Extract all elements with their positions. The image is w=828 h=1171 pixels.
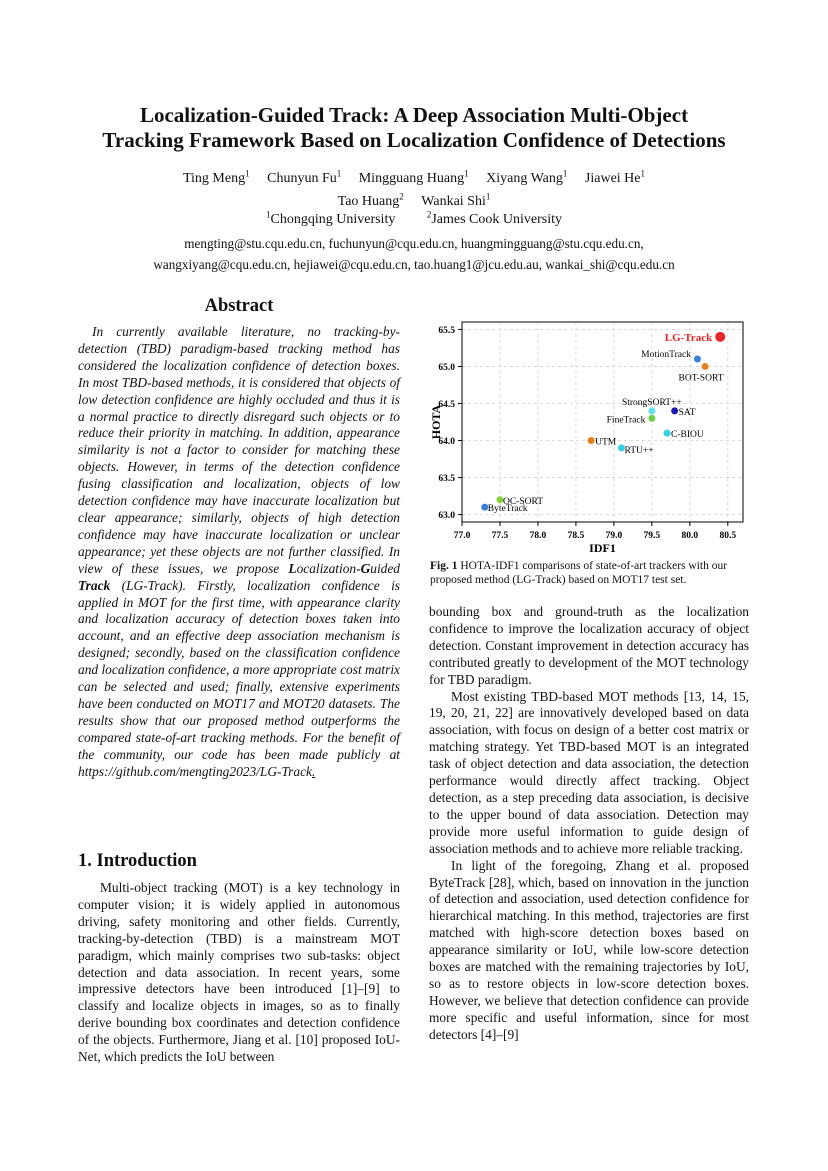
y-tick-label: 63.5 [438,474,455,485]
x-tick-label: 78.0 [529,531,547,541]
y-tick-label: 64.5 [438,399,455,410]
paragraph: Multi-object tracking (MOT) is a key technology in computer vision; it is widely applied in autonomous driving, safety monitoring and other fields. Currently, tracking-by-detection (TBD) is a mainstream MOT paradigm, which mainly comprises two sub-tasks: object detection and data association. In recent years, some impressive detectors have been introduced [1]–[9] to classify and localize objects in images, so as to finally derive bounding box coordinates and detection confidence of the objects. Furthermore, Jiang et al. [10] proposed IoU-Net, which predicts the IoU between [78,880,400,1065]
section-heading-introduction: 1. Introduction [78,851,197,871]
data-point [702,363,709,370]
data-point-label: BOT-SORT [678,373,724,384]
x-tick-label: 79.5 [643,531,661,541]
figure-caption: Fig. 1 HOTA-IDF1 comparisons of state-of-art trackers with our proposed method (LG-Track) based on MOT17 test set. [430,560,728,586]
paper-title [40,103,788,153]
figure-1-chart [410,300,750,562]
paragraph: Most existing TBD-based MOT methods [13, 14, 15, 19, 20, 21, 22] are innovatively developed based on data association, with focus on design of a better cost matrix or matching strategy. Yet TBD-based MOT is an integrated task of object detection and data association, the detection performance would directly affect tracking. Object detection, as a step preceding data association, is decisive to the upper bound of data association. Detection may provide more useful information to guide design of association methods and to achieve more reliable tracking. [429,688,749,856]
author: Chunyun Fu$^1$ [267,168,342,186]
y-tick-label: 64.0 [438,437,455,448]
x-tick-label: 80.0 [681,531,699,541]
data-point [694,356,701,363]
affiliations [60,209,768,228]
y-tick-label: 63.0 [438,511,455,522]
author: Wankai Shi$^1$ [421,191,491,210]
author-list [60,164,768,211]
x-tick-label: 78.5 [567,531,585,541]
y-axis-label: HOTA [429,404,443,440]
author: Mingguang Huang$^1$ [358,168,469,186]
title-line-1: Localization-Guided Track: A Deep Association Multi-Object [139,103,689,127]
data-point-label: MotionTrack [641,350,691,361]
title-line-2: Tracking Framework Based on Localization Confidence of Detections [102,128,726,152]
affiliation: $^1$Chongqing University [266,209,396,227]
email-list [40,233,788,275]
affiliation: $^2$James Cook University [426,209,562,227]
y-tick-label: 65.5 [438,325,455,336]
data-point-label: SAT [678,407,696,418]
x-tick-label: 77.0 [453,531,471,541]
code-link[interactable]: https://github.com/mengting2023/LG-Track [78,763,312,779]
x-tick-label: 77.5 [491,531,509,541]
data-point-label: FineTrack [606,415,646,426]
data-point [671,407,678,414]
data-point [715,332,725,342]
data-point [648,415,655,422]
data-point-label: ByteTrack [487,504,528,515]
abstract-body: In currently available literature, no tracking-by-detection (TBD) paradigm-based tracking method has considered the localization confidence of detection boxes. In most TBD-based methods, it is considered that objects of low detection confidence are highly occluded and thus it is a normal practice to directly disregard such objects or to reduce their priority in matching. In addition, appearance similarity is not a factor to consider for matching these objects. However, in terms of the detection confidence fusing classification and localization, objects of low detection confidence may have inaccurate localization but clear appearance; similarly, objects of high detection confidence may have inaccurate localization or unclear appearance; yet these objects are not further classified. In view of these issues, we propose Localization-Guided Track (LG-Track). Firstly, localization confidence is applied in MOT for the first time, with appearance clarity and localization accuracy of detection boxes taken into account, and an effective deep association mechanism is designed; secondly, based on the classification confidence and localization confidence, a more appropriate cost matrix can be selected and used; finally, extensive experiments have been conducted on MOT17 and MOT20 datasets. The results show that our proposed method outperforms the compared state-of-art tracking methods. For the benefit of the community, our code has been made publicly at https://github.com/mengting2023/LG-Track. [78,324,400,779]
paragraph: In light of the foregoing, Zhang et al. proposed ByteTrack [28], which, based on innovation in the junction of detection and association, used detection confidence for hierarchical matching. In this method, trajectories are first matched with high-score detection boxes based on appearance similarity or IoU, while low-score detection boxes are matched with the remaining trajectories by IoU, so as to restore objects in low-score detection boxes. However, we believe that detection confidence can provide more specific and useful information, since for most detectors [4]–[9] [429,857,749,1042]
email-line-1: mengting@stu.cqu.edu.cn, fuchunyun@cqu.edu.cn, huangmingguang@stu.cqu.edu.cn, [184,236,644,251]
data-point [664,430,671,437]
data-point-label: LG-Track [664,331,713,344]
x-tick-label: 80.5 [719,531,737,541]
data-point-label: RTU++ [624,445,654,456]
author: Xiyang Wang$^1$ [486,168,568,186]
abstract-heading: Abstract [204,296,274,316]
paragraph: bounding box and ground-truth as the localization confidence to improve the localization accuracy of object detection. Constant improvement in detection accuracy has contributed greatly to development of the MOT technology for TBD paradigm. [429,604,749,687]
plot-frame [462,322,743,522]
author: Ting Meng$^1$ [182,168,250,186]
y-tick-label: 65.0 [438,362,455,373]
author-line-1 [60,164,768,188]
introduction-body [78,880,400,1066]
author: Jiawei He$^1$ [584,168,645,186]
data-point-label: C-BIOU [671,430,704,441]
author: Tao Huang$^2$ [337,191,404,210]
data-point-label: UTM [595,437,617,448]
x-axis-label: IDF1 [589,541,616,555]
email-line-2: wangxiyang@cqu.edu.cn, hejiawei@cqu.edu.cn, tao.huang1@jcu.edu.au, wankai_shi@cqu.edu.cn [153,257,675,272]
right-column-body [429,604,749,1044]
data-point-label: OC-SORT [502,496,544,507]
x-tick-label: 79.0 [605,531,623,541]
data-point [648,407,655,414]
author-line-2 [60,188,768,212]
data-point [588,437,595,444]
scatter-plot [410,300,750,562]
data-point-label: StrongSORT++ [621,397,682,408]
